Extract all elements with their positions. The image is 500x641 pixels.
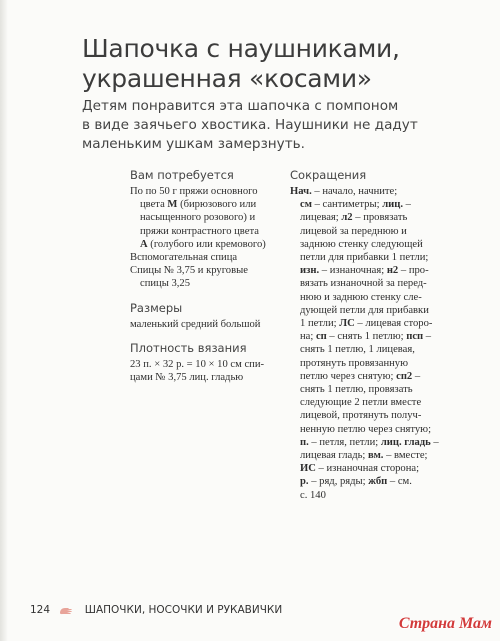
title-line: Шапочка с наушниками, (82, 34, 400, 63)
abbreviation-line: см – сантиметры; лиц. – (300, 199, 411, 211)
abbreviation-line: лицевая гладь; вм. – вместе; (300, 450, 428, 462)
title-line: украшенная «косами» (82, 64, 372, 93)
hand-icon (59, 605, 73, 615)
materials-line: Вспомогательная спица (130, 252, 238, 264)
watermark-logo: Страна Мам (398, 615, 492, 632)
intro-line: в виде заячьего хвостика. Наушники не дадут (82, 117, 418, 133)
abbreviation-line: петли для прибавки 1 петли; (300, 252, 429, 264)
abbreviations-heading: Сокращения (290, 168, 367, 182)
materials-line: спицы 3,25 (140, 278, 191, 290)
abbreviation-line: снять 1 петлю, 1 лицевая, (300, 344, 415, 356)
abbreviation-line: лицевой, протянуть получ- (300, 410, 422, 422)
gauge-heading: Плотность вязания (130, 340, 247, 355)
page-footer (30, 602, 282, 618)
abbreviation-line: петлю через снятую; сп2 – (300, 370, 421, 382)
abbreviation-line: протянуть провязанную (300, 357, 408, 369)
intro-line: Детям понравится эта шапочка с помпоном (82, 98, 399, 114)
abbreviation-line: заднюю стенку следующей (300, 238, 423, 250)
abbreviation-line: на; сп – снять 1 петлю; псп – (300, 331, 432, 343)
abbreviation-line: 1 петли; ЛС – лицевая сторо- (300, 318, 433, 330)
materials-line: А (голубого или кремового) (140, 238, 266, 250)
abbreviation-line: п. – петля, петли; лиц. гладь – (300, 436, 439, 448)
gauge-text (130, 358, 280, 384)
abbreviation-line: следующие 2 петли вместе (300, 397, 422, 409)
abbreviation-line: Нач. – начало, начните; (290, 186, 398, 197)
abbreviation-line: вязать изнаночной за перед- (300, 278, 427, 290)
abbreviation-line: изн. – изнаночная; н2 – про- (300, 265, 429, 277)
materials-heading: Вам потребуется (130, 168, 234, 182)
intro-paragraph (82, 97, 482, 154)
abbreviation-line: ИС – изнаночная сторона; (300, 463, 420, 475)
materials-line: насыщенного розового) и (140, 212, 256, 224)
materials-line: цвета М (бирюзового или (140, 199, 257, 211)
page-edge-shadow (0, 0, 8, 641)
abbreviation-line: лицевая; л2 – провязать (300, 212, 408, 224)
gauge-line: 23 п. × 32 р. = 10 × 10 см спи- (130, 358, 265, 370)
section-title: ШАПОЧКИ, НОСОЧКИ И РУКАВИЧКИ (84, 604, 283, 616)
materials-line: Спицы № 3,75 и круговые (130, 265, 248, 277)
sizes-heading: Размеры (130, 300, 183, 315)
sizes-text: маленький средний большой (130, 318, 261, 330)
materials-list (130, 185, 280, 291)
abbreviation-line: снять 1 петлю, провязать (300, 384, 413, 396)
abbreviations-list (290, 185, 450, 502)
intro-line: маленьким ушкам замерзнуть. (82, 136, 305, 152)
page-number: 124 (30, 604, 51, 616)
abbreviation-line: р. – ряд, ряды; жбп – см. (300, 476, 412, 488)
abbreviation-line: нюю и заднюю стенку сле- (300, 291, 422, 303)
materials-line: По по 50 г пряжи основного (130, 186, 258, 197)
abbreviation-line: дующей петли для прибавки (300, 304, 429, 316)
right-column (290, 168, 450, 502)
abbreviation-line: лицевой за переднюю и (300, 225, 407, 237)
gauge-line: цами № 3,75 лиц. гладью (130, 372, 244, 384)
left-column (130, 168, 280, 384)
abbreviation-line: ненную петлю через снятую; (300, 423, 432, 435)
page-title (82, 34, 482, 94)
materials-line: пряжи контрастного цвета (140, 225, 259, 237)
abbreviation-line: с. 140 (300, 489, 326, 501)
